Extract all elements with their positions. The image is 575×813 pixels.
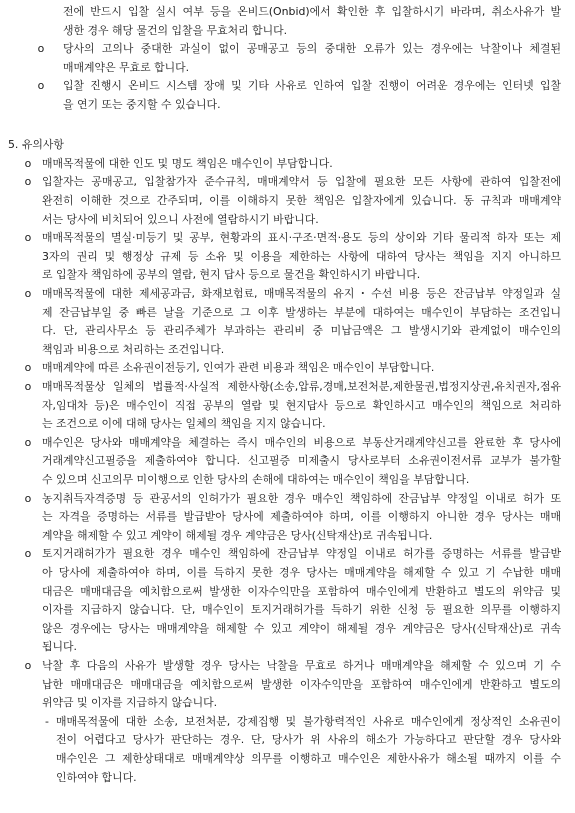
bullet-text-line: 는 조건으로 이에 대해 당사는 일체의 책임을 지지 않습니다. [42, 417, 326, 431]
bullet-text-line: 낙찰 후 다음의 사유가 발생할 경우 당사는 낙찰을 무효로 하거나 매매계약을 해제할 수 있으며 기 수 [42, 659, 561, 672]
bullet-text-line: 납한 매매대금은 매매대금을 예치함으로써 발생한 이자수익만을 포함하여 매수인에게 반환하고 별도의 [42, 677, 561, 691]
bullet-text-line: 제 잔금납부일 중 빠른 날을 기준으로 그 이후 발생하는 부분에 대하여는 매수인이 부담하는 조건입니 [42, 305, 561, 319]
bullet-text-line: 거래계약신고필증을 제출하여야 합니다. 신고필증 미제출시 당사로부터 소유권이전서류 교부가 불가할 [42, 454, 561, 468]
bullet-text-line: 토지거래허가가 필요한 경우 매수인 책임하에 잔금납부 약정일 이내로 허가를 증명하는 서류를 발급받 [42, 547, 561, 561]
bullet-text-line: 3자의 권리 및 행정상 규제 등 소유 및 이용을 제한하는 사항에 대하여 당사는 책임을 지지 아니하므 [42, 249, 561, 263]
bullet-marker: o [24, 231, 32, 245]
bullet-text-line: 서는 당사에 비치되어 있으니 사전에 열람하시기 바랍니다. [42, 212, 319, 226]
bullet-text-line: 않은 경우에는 당사는 매매계약을 해제할 수 있고 계약이 해제될 경우 계약금은 당사(신탁재산)로 귀속 [42, 621, 561, 635]
bullet-text-line: 입찰 진행시 온비드 시스템 장애 및 기타 사유로 인하여 입찰 진행이 어려운 경우에는 인터넷 입찰 [63, 79, 561, 93]
bullet-text-line: 매매계약은 무효로 합니다. [63, 60, 190, 74]
bullet-text-line: 됩니다. [42, 640, 78, 654]
bullet-text-line: 자,임대차 등)은 매수인이 직접 공부의 열람 및 현지답사 등으로 확인하시고 매수인의 책임으로 처리하 [42, 398, 561, 412]
bullet-text-line: 아 당사에 제출하여야 하며, 이를 득하지 못한 경우 당사는 매매계약을 해제할 수 있고 기 수납한 매매 [42, 566, 561, 579]
bullet-marker: o [24, 361, 32, 375]
section-title: 5. 유의사항 [8, 138, 64, 152]
bullet-text-line: 매매목적물에 대한 제세공과금, 화재보험료, 매매목적물의 유지・수선 비용 등은 잔금납부 약정일과 실 [42, 287, 561, 300]
bullet-text-line: 매매목적물의 멸실·미등기 및 공부, 현황과의 표시·구조·면적·용도 등의 상이와 기타 물리적 하자 또는 제 [42, 231, 561, 245]
bullet-text-line: 매매목적물상 일체의 법률적·사실적 제한사항(소송,압류,경매,보전처분,제한물권,법정지상권,유치권자,점유 [42, 380, 561, 393]
bullet-text-line: 로 입찰자 책임하에 공부의 열람, 현지 답사 등으로 물건을 확인하시기 바랍니다. [42, 268, 421, 282]
bullet-marker: o [24, 491, 32, 505]
bullet-marker: o [24, 175, 32, 189]
bullet-text-line: 위약금 및 이자를 지급하지 않습니다. [42, 696, 218, 710]
bullet-text-line: 이자를 지급하지 않습니다. 단, 매수인이 토지거래허가를 득하기 위한 신청 등 필요한 의무를 이행하지 [42, 603, 561, 617]
bullet-text-line: 는 자격을 증명하는 서류를 발급받아 당사에 제출하여야 하며, 이를 이행하지 아니한 경우 당사는 매매 [42, 510, 561, 524]
bullet-marker: o [24, 156, 32, 170]
bullet-text-line: 매매목적물에 대한 인도 및 명도 책임은 매수인이 부담합니다. [42, 156, 333, 170]
bullet-text-line: 당사의 고의나 중대한 과실이 없이 공매공고 등의 중대한 오류가 있는 경우에는 낙찰이나 체결된 [63, 42, 561, 56]
bullet-text-line: 을 연기 또는 중지할 수 있습니다. [63, 98, 221, 111]
bullet-text-line: 계약을 해제할 수 있고 계약이 해제될 경우 계약금은 당사(신탁재산)로 귀속됩니다. [42, 528, 433, 542]
bullet-marker: o [24, 547, 32, 561]
bullet-text-line: 수 있으며 신고의무 미이행으로 인한 당사의 손해에 대하여는 매수인이 책임을 부담합니다. [42, 473, 470, 486]
bullet-marker: o [24, 435, 32, 449]
sub-item-line: 전이 어렵다고 당사가 판단하는 경우. 단, 당사가 위 사유의 해소가 가능하다고 판단할 경우 당사와 [56, 733, 561, 747]
bullet-text-line: 대금은 매매대금을 예치함으로써 발생한 이자수익만을 포함하여 매수인에게 반환하고 별도의 위약금 및 [42, 584, 561, 598]
bullet-marker: - [45, 714, 49, 728]
paragraph-line: 생한 경우 해당 물건의 입찰을 무효처리 합니다. [63, 23, 288, 37]
sub-item-line: 매매목적물에 대한 소송, 보전처분, 강제집행 및 불가항력적인 사유로 매수인에게 정상적인 소유권이 [56, 714, 561, 728]
sub-item-line: 매수인은 그 제한상태대로 매매계약상 의무를 이행하고 매수인은 제한사유가 해소될 때까지 이를 수 [56, 752, 561, 765]
bullet-marker: o [37, 79, 45, 93]
bullet-text-line: 입찰자는 공매공고, 입찰참가자 준수규칙, 매매계약서 등 입찰에 필요한 모든 사항에 관하여 입찰전에 [42, 175, 561, 189]
bullet-text-line: 책임과 비용으로 처리하는 조건입니다. [42, 342, 225, 356]
bullet-text-line: 농지취득자격증명 등 관공서의 인허가가 필요한 경우 매수인 책임하에 잔금납부 약정일 이내로 허가 또 [42, 491, 561, 505]
sub-item-line: 인하여야 합니다. [56, 770, 137, 784]
paragraph-line: 전에 반드시 입찰 실시 여부 등을 온비드(Onbid)에서 확인한 후 입찰하시기 바라며, 취소사유가 발 [63, 5, 561, 18]
bullet-marker: o [24, 287, 32, 300]
bullet-marker: o [37, 42, 45, 56]
bullet-text-line: 다. 단, 관리사무소 등 관리주체가 부과하는 관리비 중 미납금액은 그 발생시기와 관계없이 매수인의 [42, 324, 561, 338]
bullet-text-line: 매수인은 당사와 매매계약을 체결하는 즉시 매수인의 비용으로 부동산거래계약신고를 완료한 후 당사에 [42, 435, 561, 449]
bullet-marker: o [24, 659, 32, 672]
bullet-text-line: 완전히 이해한 것으로 간주되며, 이를 이해하지 못한 책임은 입찰자에게 있습니다. 동 규칙과 매매계약 [42, 194, 561, 207]
bullet-marker: o [24, 380, 32, 393]
bullet-text-line: 매매계약에 따른 소유권이전등기, 인여가 관련 비용과 책임은 매수인이 부담합니다. [42, 361, 435, 375]
